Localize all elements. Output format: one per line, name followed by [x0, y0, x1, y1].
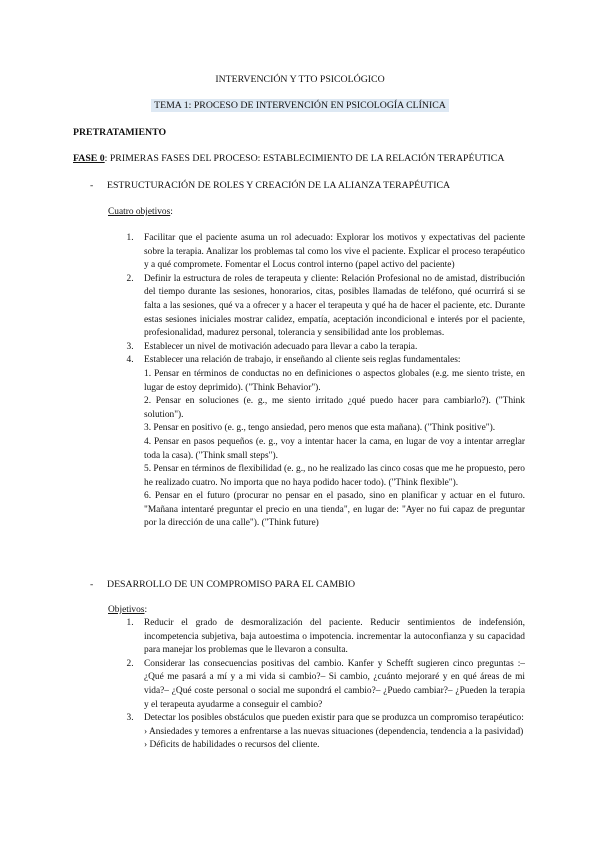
- subpoint-item: › Déficits de habilidades o recursos del cliente.: [144, 740, 320, 751]
- item-number: 4.: [126, 355, 134, 366]
- rule-item: 2. Pensar en soluciones (e. g., me siento irritado ¿qué puedo hacer para cambiarlo?). ("Think solution").: [144, 396, 525, 420]
- item-text: Facilitar que el paciente asuma un rol adecuado: Explorar los motivos y expectativas del paciente sobre la terapia. Analizar los problemas tal como los vive el paciente. Explicar el proceso terapéutico y a qué compromete. Fomentar el Locus control interno (papel activo del paciente): [144, 233, 525, 271]
- list-item: [127, 712, 525, 753]
- block2-objectives-list: [127, 617, 525, 753]
- section-heading: PRETRATAMIENTO: [73, 127, 167, 138]
- list-item: [127, 617, 525, 658]
- item-text: Considerar las consecuencias positivas del cambio. Kanfer y Schefft sugieren cinco preguntas :– ¿Qué me pasará a mí y a mi vida si cambio?– Si cambio, ¿cuánto mejoraré y en qué áreas de mi vida?– ¿Qué coste personal o social me supondrá el cambio?– ¿Puedo cambiar?– ¿Pueden la terapia y el terapeuta ayudarme a conseguir el cambio?: [144, 658, 525, 710]
- document-subtitle: TEMA 1: PROCESO DE INTERVENCIÓN EN PSICOLOGÍA CLÍNICA: [151, 99, 449, 112]
- rule-item: 1. Pensar en términos de conductas no en definiciones o aspectos globales (e.g. me siento triste, en lugar de estoy deprimido). ("Think Behavior").: [144, 368, 525, 393]
- block2-heading-text: DESARROLLO DE UN COMPROMISO PARA EL CAMBIO: [107, 579, 356, 590]
- dash-bullet: -: [90, 180, 94, 191]
- dash-bullet: -: [90, 579, 94, 590]
- phase-heading: [73, 152, 504, 166]
- subpoint-item: › Ansiedades y temores a enfrentarse a las nuevas situaciones (dependencia, tendencia a la pasividad): [144, 726, 524, 737]
- list-item: [127, 232, 525, 273]
- objectives-label: Objetivos: [108, 605, 145, 615]
- item-text: Establecer un nivel de motivación adecuado para llevar a cabo la terapia.: [144, 341, 418, 352]
- phase-text: : PRIMERAS FASES DEL PROCESO: ESTABLECIMIENTO DE LA RELACIÓN TERAPÉUTICA: [104, 153, 505, 164]
- list-item: [127, 658, 525, 712]
- item-number: 2.: [126, 658, 134, 669]
- block2-objectives-label: [108, 604, 147, 618]
- objectives-colon: :: [170, 207, 173, 217]
- item-number: 1.: [126, 233, 134, 243]
- block1-heading: [90, 179, 450, 193]
- item-number: 1.: [126, 618, 134, 628]
- item-text: Reducir el grado de desmoralización del paciente. Reducir sentimientos de indefensión, incompetencia subjetiva, baja autoestima o impotencia. incrementar la autoconfianza y su capacidad para manejar los problemas que le llevaron a consulta.: [144, 618, 525, 656]
- document-title: INTERVENCIÓN Y TTO PSICOLÓGICO: [215, 74, 385, 85]
- block1-heading-text: ESTRUCTURACIÓN DE ROLES Y CREACIÓN DE LA ALIANZA TERAPÉUTICA: [107, 180, 451, 191]
- list-item: [127, 273, 525, 341]
- item-text: Detectar los posibles obstáculos que pueden existir para que se produzca un compromiso terapéutico:: [144, 713, 524, 724]
- subtitle-row: [0, 99, 600, 114]
- rule-item: 5. Pensar en términos de flexibilidad (e. g., no he realizado las cinco cosas que me he propuesto, pero he realizado cuatro. No importa que no haya podido hacer todo). ("Think flexible").: [144, 464, 525, 488]
- item-number: 2.: [126, 273, 134, 284]
- item-number: 3.: [126, 341, 134, 352]
- rule-item: 3. Pensar en positivo (e. g., tengo ansiedad, pero menos que esta mañana). ("Think positive").: [144, 423, 496, 434]
- list-item: [127, 354, 525, 531]
- block1-objectives-list: [127, 232, 525, 531]
- rule-item: 6. Pensar en el futuro (procurar no pensar en el pasado, sino en planificar y actuar en el futuro. "Mañana intentaré preguntar el precio en una tienda", en lugar de: "Ayer no fui capaz de preguntar por la dirección de una calle"). ("Think future): [144, 491, 525, 529]
- list-item: [127, 341, 525, 355]
- item-text: Establecer una relación de trabajo, ir enseñando al cliente seis reglas fundamentales:: [144, 355, 461, 366]
- block1-objectives-label: [108, 206, 173, 220]
- item-number: 3.: [126, 713, 134, 724]
- item-text: Definir la estructura de roles de terapeuta y cliente: Relación Profesional no de amistad, distribución del tiempo durante las sesiones, honorarios, citas, posibles llamadas de teléfono, qué ocurrirá si se falta a las sesiones, qué va a ofrecer y a hacer el terapeuta y qué ha de hacer el paciente, etc. Durante estas sesiones iniciales mostrar calidez, empatía, aceptación incondicional e interés por el paciente, profesionalidad, madurez personal, tolerancia y sensibilidad ante los problemas.: [144, 273, 525, 339]
- phase-label: FASE 0: [73, 153, 105, 164]
- rule-item: 4. Pensar en pasos pequeños (e. g., voy a intentar hacer la cama, en lugar de voy a intentar arreglar toda la casa). ("Think small steps").: [144, 436, 525, 461]
- objectives-colon: :: [144, 605, 148, 615]
- block2-heading: [90, 578, 355, 592]
- objectives-label: Cuatro objetivos: [108, 207, 171, 217]
